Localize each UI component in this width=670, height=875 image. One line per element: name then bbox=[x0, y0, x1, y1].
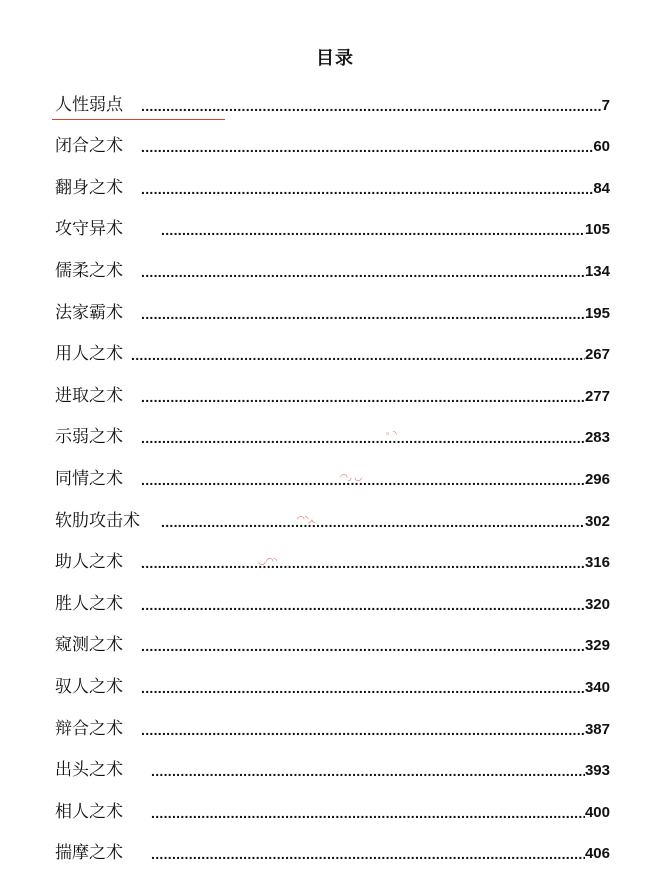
toc-entry-page: 329 bbox=[584, 637, 610, 655]
toc-entry-label: 出头之术 bbox=[55, 760, 123, 781]
toc-entry[interactable] bbox=[55, 705, 610, 747]
toc-leader-dots bbox=[131, 348, 585, 362]
toc-leader-dots bbox=[141, 598, 585, 612]
toc-entry-label: 辩合之术 bbox=[55, 718, 123, 739]
toc-entry[interactable] bbox=[55, 123, 610, 165]
toc-entry-page: 195 bbox=[584, 304, 610, 322]
toc-leader-dots bbox=[161, 223, 585, 237]
toc-entry-page: 320 bbox=[584, 595, 610, 613]
toc-entry[interactable] bbox=[55, 81, 610, 123]
toc-entry-label: 进取之术 bbox=[55, 385, 123, 406]
toc-list bbox=[55, 81, 610, 871]
toc-leader-dots bbox=[141, 390, 585, 404]
toc-leader-dots bbox=[151, 764, 585, 778]
toc-entry[interactable] bbox=[55, 539, 610, 581]
toc-entry[interactable] bbox=[55, 372, 610, 414]
toc-entry-page: 406 bbox=[584, 845, 610, 863]
toc-leader-dots bbox=[141, 723, 585, 737]
toc-entry-page: 267 bbox=[584, 346, 610, 364]
toc-entry[interactable] bbox=[55, 331, 610, 373]
red-stamp-mark: ◦ ◝ bbox=[385, 430, 397, 440]
toc-entry-label: 窥测之术 bbox=[55, 635, 123, 656]
toc-entry[interactable] bbox=[55, 497, 610, 539]
toc-entry-label: 胜人之术 bbox=[55, 593, 123, 614]
toc-leader-dots bbox=[141, 182, 593, 196]
toc-entry-page: 105 bbox=[584, 221, 610, 239]
toc-leader-dots bbox=[141, 556, 585, 570]
toc-entry-page: 60 bbox=[593, 138, 610, 156]
red-stamp-mark: ◠◝◞◟ bbox=[297, 515, 316, 525]
toc-entry[interactable] bbox=[55, 206, 610, 248]
toc-entry[interactable] bbox=[55, 414, 610, 456]
toc-leader-dots bbox=[141, 265, 585, 279]
toc-entry-label: 同情之术 bbox=[55, 468, 123, 489]
toc-entry-label: 法家霸术 bbox=[55, 302, 123, 323]
toc-entry-label: 用人之术 bbox=[55, 344, 123, 365]
toc-entry[interactable] bbox=[55, 455, 610, 497]
toc-entry[interactable] bbox=[55, 580, 610, 622]
toc-entry-page: 302 bbox=[584, 512, 610, 530]
toc-entry-page: 387 bbox=[584, 720, 610, 738]
toc-leader-dots bbox=[141, 431, 585, 445]
toc-entry-label: 相人之术 bbox=[55, 801, 123, 822]
toc-entry[interactable] bbox=[55, 747, 610, 789]
toc-entry-label: 人性弱点 bbox=[55, 94, 123, 115]
toc-entry[interactable] bbox=[55, 247, 610, 289]
toc-entry-page: 134 bbox=[584, 262, 610, 280]
toc-leader-dots bbox=[141, 681, 585, 695]
toc-leader-dots bbox=[141, 307, 585, 321]
toc-entry[interactable] bbox=[55, 830, 610, 872]
toc-leader-dots bbox=[141, 639, 585, 653]
toc-entry-page: 277 bbox=[584, 387, 610, 405]
toc-entry-label: 攻守异术 bbox=[55, 219, 123, 240]
toc-entry-label: 软肋攻击术 bbox=[55, 510, 140, 531]
toc-title: 目录 bbox=[316, 48, 354, 69]
toc-entry-label: 示弱之术 bbox=[55, 427, 123, 448]
toc-entry-page: 7 bbox=[601, 96, 610, 114]
toc-entry[interactable] bbox=[55, 164, 610, 206]
toc-leader-dots bbox=[151, 806, 585, 820]
toc-leader-dots bbox=[141, 473, 585, 487]
toc-entry[interactable] bbox=[55, 663, 610, 705]
toc-entry-page: 400 bbox=[584, 803, 610, 821]
toc-entry-label: 儒柔之术 bbox=[55, 260, 123, 281]
toc-entry-page: 316 bbox=[584, 554, 610, 572]
toc-leader-dots bbox=[151, 847, 585, 861]
toc-leader-dots bbox=[141, 140, 593, 154]
toc-leader-dots bbox=[161, 515, 585, 529]
toc-entry-label: 翻身之术 bbox=[55, 177, 123, 198]
toc-entry-page: 340 bbox=[584, 678, 610, 696]
toc-entry-page: 283 bbox=[584, 429, 610, 447]
toc-entry-label: 驭人之术 bbox=[55, 676, 123, 697]
toc-entry-page: 393 bbox=[584, 762, 610, 780]
toc-entry-label: 揣摩之术 bbox=[55, 843, 123, 864]
toc-entry[interactable] bbox=[55, 622, 610, 664]
toc-entry-label: 闭合之术 bbox=[55, 136, 123, 157]
toc-entry[interactable] bbox=[55, 289, 610, 331]
toc-leader-dots bbox=[141, 99, 602, 113]
toc-entry-page: 296 bbox=[584, 470, 610, 488]
toc-entry[interactable] bbox=[55, 788, 610, 830]
red-stamp-mark: ◠◞ ◡ bbox=[340, 473, 363, 483]
toc-entry-label: 助人之术 bbox=[55, 552, 123, 573]
red-stamp-mark: ◡◠◝ bbox=[258, 557, 278, 567]
toc-entry-page: 84 bbox=[593, 179, 610, 197]
